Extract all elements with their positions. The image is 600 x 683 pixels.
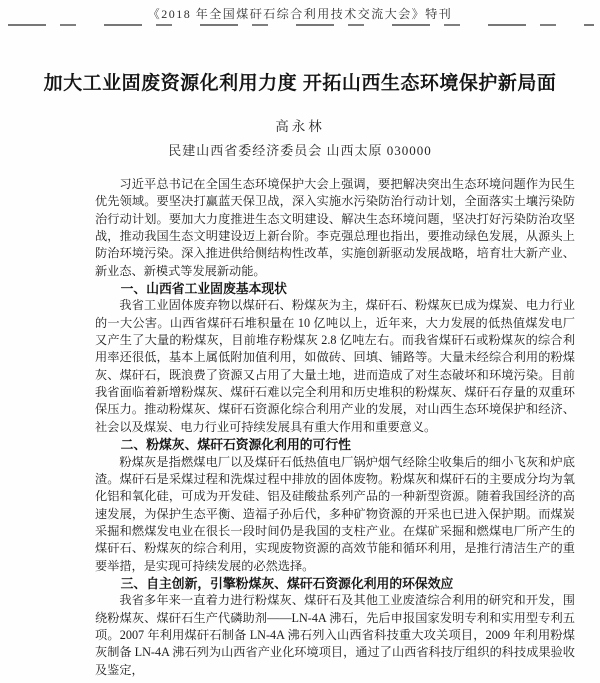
section-heading-3: 三、自主创新，引擎粉煤灰、煤矸石资源化利用的环保效应 xyxy=(120,575,454,591)
body-paragraph-section-2: 粉煤灰是指燃煤电厂以及煤矸石低热值电厂锅炉烟气经除尘收集后的细小飞灰和炉底渣。煤矸石是采煤过程和洗煤过程中排放的固体废物。粉煤灰和煤矸石的主要成分均为氧化铝和氧化硅，可成为开发硅、铝及硅酸盐系列产品的一种新型资源。随着我国经济的高速发展，为保护生态平衡、造福子孙后代，多种矿物资源的开采也已进入保护期。而煤炭采掘和燃煤发电业在很长一段时间仍是我国的支柱产业。在煤矿采掘和燃煤电厂所产生的煤矸石、粉煤灰的综合利用，实现废物资源的高效节能和循环利用，是推行清洁生产的重要举措，是实现可持续发展的必然选择。 xyxy=(95,454,575,573)
body-paragraph-intro: 习近平总书记在全国生态环境保护大会上强调，要把解决突出生态环境问题作为民生优先领域。要坚决打赢蓝天保卫战，深入实施水污染防治行动计划，全面落实土壤污染防治行动计划。要加大力度推进生态文明建设、解决生态环境问题，坚决打好污染防治攻坚战，推动我国生态文明建设迈上新台阶。李克强总理也指出，要推动绿色发展，从源头上防治环境污染。深入推进供给侧结构性改革，实施创新驱动发展战略，培育壮大新产业、新业态、新模式等发展新动能。 xyxy=(95,177,575,278)
section-heading-2: 二、粉煤灰、煤矸石资源化利用的可行性 xyxy=(120,437,351,453)
author-affiliation: 民建山西省委经济委员会 山西太原 030000 xyxy=(168,143,432,158)
author-name: 高永林 xyxy=(275,119,325,134)
article-body xyxy=(95,176,575,679)
article-title: 加大工业固废资源化利用力度 开拓山西生态环境保护新局面 xyxy=(43,73,557,94)
section-heading-1: 一、山西省工业固废基本现状 xyxy=(120,281,287,297)
header-divider-line xyxy=(8,24,594,26)
journal-special-issue-note: 《2018 年全国煤矸石综合利用技术交流大会》特刊 xyxy=(147,7,453,21)
body-paragraph-section-1: 我省工业固体废弃物以煤矸石、粉煤灰为主，煤矸石、粉煤灰已成为煤炭、电力行业的一大公害。山西省煤矸石堆积量在 10 亿吨以上，近年来，大力发展的低热值煤发电厂又产生了大量的粉煤灰，目前堆存粉煤灰 2.8 亿吨左右。而我省煤矸石或粉煤灰的综合利用率还很低，基本上属低附加值利用，如做砖、回填、铺路等。大量未经综合利用的粉煤灰、煤矸石，既浪费了资源又占用了大量土地，进而造成了对生态破坏和环境污染。目前我省面临着新增粉煤灰、煤矸石难以完全利用和历史堆积的粉煤灰、煤矸石存量的双重环保压力。推动粉煤灰、煤矸石资源化综合利用产业的发展，对山西生态环境保护和经济、社会以及煤炭、电力行业可持续发展具有重大作用和重要意义。 xyxy=(95,298,575,434)
body-paragraph-section-3: 我省多年来一直着力进行粉煤灰、煤矸石及其他工业废渣综合利用的研究和开发，围绕粉煤灰、煤矸石生产代磷助剂——LN-4A 沸石，先后申报国家发明专利和实用型专利五项。2007 年利用煤矸石制备 LN-4A 沸石列入山西省科技重大攻关项目，2009 年利用粉煤灰制备 LN-4A 沸石列为山西省产业化环境项目，通过了山西省科技厅组织的科技成果验收及鉴定， xyxy=(95,593,575,677)
